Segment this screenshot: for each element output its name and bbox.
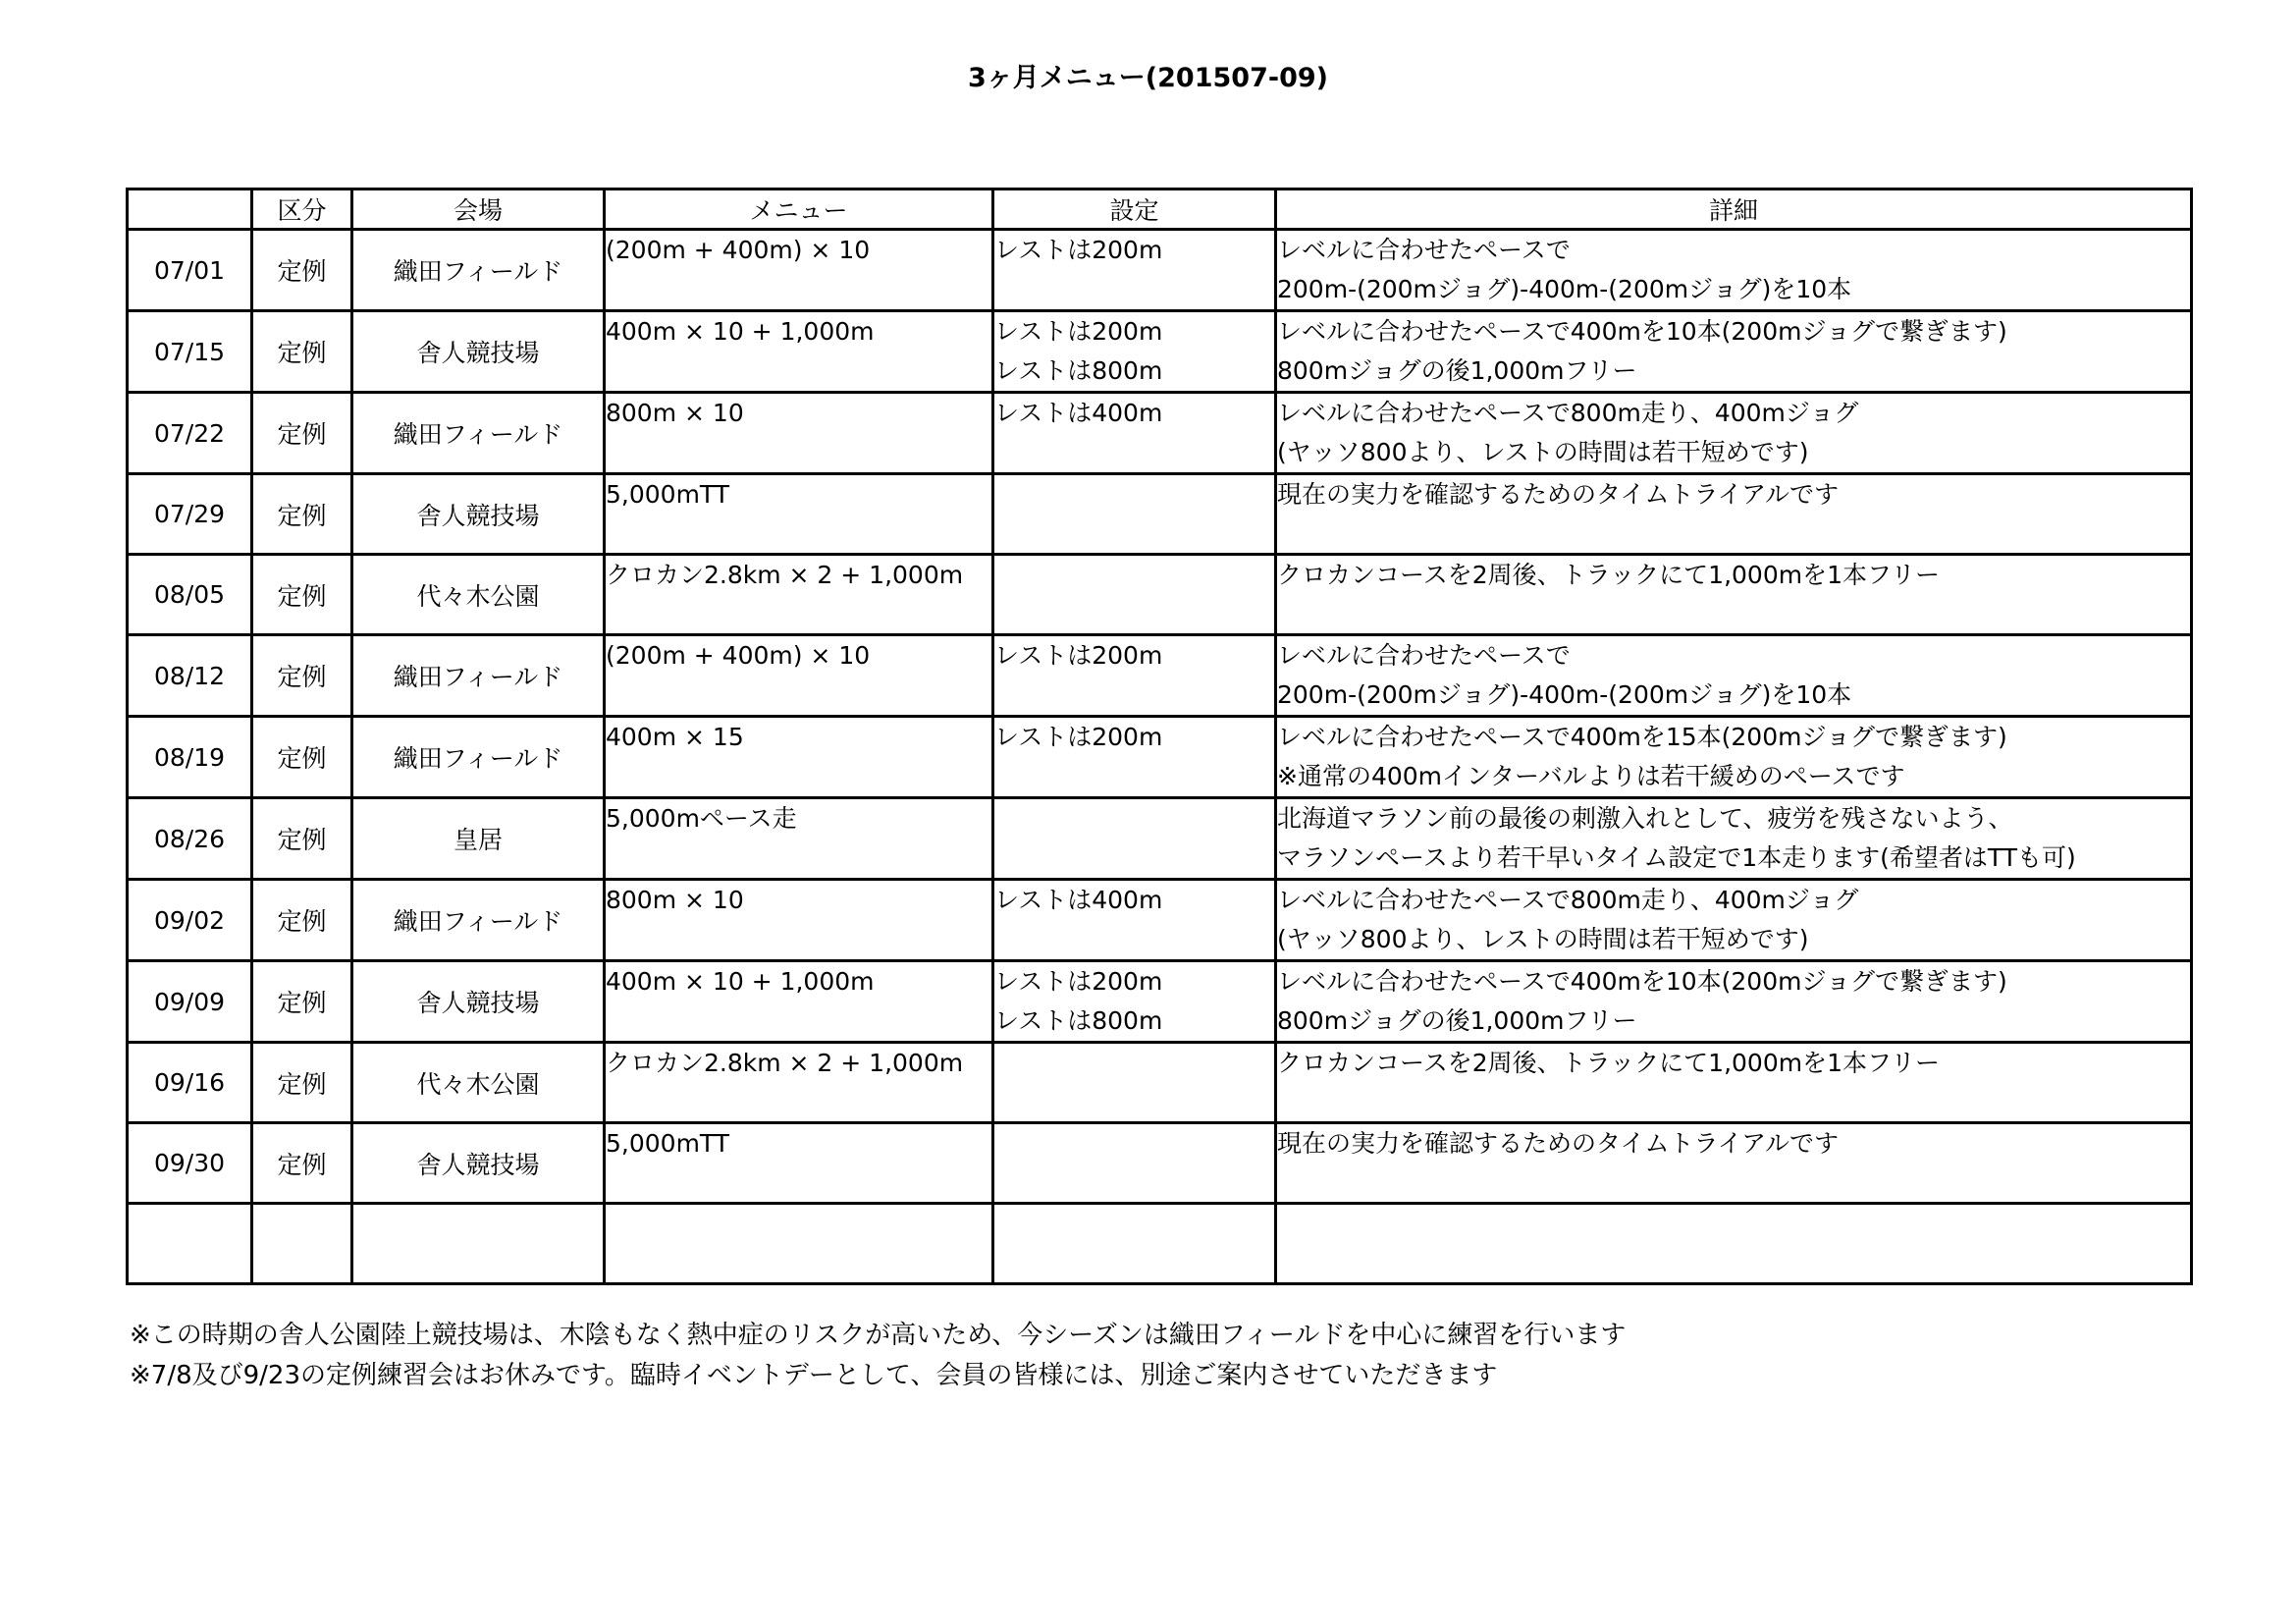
menu-cell-line: (200m + 400m) × 10 xyxy=(606,641,871,670)
menu-cell-line: クロカン2.8km × 2 + 1,000m xyxy=(606,1049,964,1077)
kubun-cell: 定例 xyxy=(252,961,352,1043)
detail-cell xyxy=(1276,1123,2192,1204)
detail-cell-line: 800mジョグの後1,000mフリー xyxy=(1277,1006,1637,1035)
menu-cell-line: クロカン2.8km × 2 + 1,000m xyxy=(606,561,964,589)
menu-cell xyxy=(605,311,993,393)
detail-cell-line: レベルに合わせたペースで xyxy=(1277,641,1571,670)
setting-cell-line: レストは200m xyxy=(994,236,1163,264)
venue-cell: 代々木公園 xyxy=(352,555,605,635)
detail-cell xyxy=(1276,230,2192,311)
date-cell: 09/16 xyxy=(128,1043,252,1123)
header-menu: メニュー xyxy=(605,189,993,230)
date-cell: 08/05 xyxy=(128,555,252,635)
kubun-cell: 定例 xyxy=(252,717,352,798)
setting-cell-line: レストは800m xyxy=(994,1006,1163,1035)
setting-cell xyxy=(993,635,1276,717)
header-kubun: 区分 xyxy=(252,189,352,230)
date-cell: 09/09 xyxy=(128,961,252,1043)
table-row xyxy=(128,635,2192,717)
menu-cell xyxy=(605,474,993,555)
detail-cell xyxy=(1276,961,2192,1043)
setting-cell-line: レストは200m xyxy=(994,723,1163,751)
date-cell: 09/02 xyxy=(128,880,252,961)
detail-cell xyxy=(1276,1204,2192,1284)
schedule-table xyxy=(126,188,2193,1285)
kubun-cell: 定例 xyxy=(252,1123,352,1204)
venue-cell xyxy=(352,1204,605,1284)
header-detail: 詳細 xyxy=(1276,189,2192,230)
detail-cell-line: レベルに合わせたペースで400mを15本(200mジョグで繋ぎます) xyxy=(1277,723,2007,751)
kubun-cell: 定例 xyxy=(252,474,352,555)
setting-cell xyxy=(993,798,1276,880)
setting-cell xyxy=(993,555,1276,635)
detail-cell xyxy=(1276,798,2192,880)
menu-cell xyxy=(605,555,993,635)
note-heat: ※この時期の舎人公園陸上競技場は、木陰もなく熱中症のリスクが高いため、今シーズンは織田フィールドを中心に練習を行います xyxy=(130,1321,1627,1350)
date-cell xyxy=(128,1204,252,1284)
venue-cell: 織田フィールド xyxy=(352,230,605,311)
notes xyxy=(130,1316,2191,1396)
kubun-cell: 定例 xyxy=(252,555,352,635)
table-row xyxy=(128,555,2192,635)
detail-cell-line: 800mジョグの後1,000mフリー xyxy=(1277,356,1637,385)
kubun-cell: 定例 xyxy=(252,798,352,880)
detail-cell-line: レベルに合わせたペースで800m走り、400mジョグ xyxy=(1277,886,1859,914)
detail-cell xyxy=(1276,474,2192,555)
table-row xyxy=(128,474,2192,555)
menu-cell-line: (200m + 400m) × 10 xyxy=(606,236,871,264)
kubun-cell: 定例 xyxy=(252,635,352,717)
kubun-cell: 定例 xyxy=(252,1043,352,1123)
menu-cell-line: 5,000mTT xyxy=(606,1129,730,1158)
menu-cell xyxy=(605,1123,993,1204)
setting-cell xyxy=(993,961,1276,1043)
table-row xyxy=(128,880,2192,961)
menu-cell xyxy=(605,1043,993,1123)
detail-cell-line: レベルに合わせたペースで400mを10本(200mジョグで繋ぎます) xyxy=(1277,967,2007,996)
venue-cell: 皇居 xyxy=(352,798,605,880)
setting-cell xyxy=(993,474,1276,555)
setting-cell-line: レストは200m xyxy=(994,641,1163,670)
venue-cell: 舎人競技場 xyxy=(352,1123,605,1204)
table-row xyxy=(128,1204,2192,1284)
date-cell: 08/12 xyxy=(128,635,252,717)
detail-cell-line: 北海道マラソン前の最後の刺激入れとして、疲労を残さないよう、 xyxy=(1277,804,2013,833)
menu-cell xyxy=(605,635,993,717)
date-cell: 08/26 xyxy=(128,798,252,880)
table-header-row xyxy=(128,189,2192,230)
date-cell: 09/30 xyxy=(128,1123,252,1204)
venue-cell: 織田フィールド xyxy=(352,717,605,798)
page-title: 3ヶ月メニュー(201507-09) xyxy=(968,63,1328,93)
detail-cell xyxy=(1276,311,2192,393)
setting-cell-line: レストは800m xyxy=(994,356,1163,385)
table-row xyxy=(128,230,2192,311)
detail-cell-line: マラソンペースより若干早いタイム設定で1本走ります(希望者はTTも可) xyxy=(1277,843,2076,872)
menu-cell-line: 400m × 10 + 1,000m xyxy=(606,967,875,996)
date-cell: 07/15 xyxy=(128,311,252,393)
detail-cell-line: 200m-(200mジョグ)-400m-(200mジョグ)を10本 xyxy=(1277,275,1852,303)
detail-cell-line: レベルに合わせたペースで xyxy=(1277,236,1571,264)
setting-cell xyxy=(993,717,1276,798)
table-row xyxy=(128,311,2192,393)
kubun-cell: 定例 xyxy=(252,393,352,474)
table-row xyxy=(128,1043,2192,1123)
menu-cell xyxy=(605,880,993,961)
detail-cell xyxy=(1276,635,2192,717)
setting-cell xyxy=(993,230,1276,311)
detail-cell-line: クロカンコースを2周後、トラックにて1,000mを1本フリー xyxy=(1277,561,1940,589)
table-row xyxy=(128,1123,2192,1204)
kubun-cell xyxy=(252,1204,352,1284)
detail-cell xyxy=(1276,555,2192,635)
menu-cell xyxy=(605,798,993,880)
table-row xyxy=(128,717,2192,798)
detail-cell-line: 現在の実力を確認するためのタイムトライアルです xyxy=(1277,480,1840,509)
detail-cell xyxy=(1276,717,2192,798)
menu-cell xyxy=(605,393,993,474)
venue-cell: 代々木公園 xyxy=(352,1043,605,1123)
setting-cell xyxy=(993,1043,1276,1123)
date-cell: 07/01 xyxy=(128,230,252,311)
table-row xyxy=(128,393,2192,474)
table-row xyxy=(128,961,2192,1043)
venue-cell: 織田フィールド xyxy=(352,393,605,474)
detail-cell-line: (ヤッソ800より、レストの時間は若干短めです) xyxy=(1277,925,1809,953)
detail-cell-line: ※通常の400mインターバルよりは若干緩めのペースです xyxy=(1277,762,1905,790)
menu-cell-line: 800m × 10 xyxy=(606,399,744,427)
detail-cell-line: 現在の実力を確認するためのタイムトライアルです xyxy=(1277,1129,1840,1158)
menu-cell-line: 400m × 15 xyxy=(606,723,744,751)
header-venue: 会場 xyxy=(352,189,605,230)
setting-cell-line: レストは400m xyxy=(994,886,1163,914)
setting-cell-line: レストは400m xyxy=(994,399,1163,427)
venue-cell: 舎人競技場 xyxy=(352,311,605,393)
menu-cell xyxy=(605,961,993,1043)
header-date xyxy=(128,189,252,230)
kubun-cell: 定例 xyxy=(252,311,352,393)
date-cell: 07/29 xyxy=(128,474,252,555)
date-cell: 08/19 xyxy=(128,717,252,798)
menu-cell-line: 5,000mTT xyxy=(606,480,730,509)
table-body xyxy=(128,230,2192,1284)
venue-cell: 舎人競技場 xyxy=(352,961,605,1043)
menu-cell xyxy=(605,1204,993,1284)
detail-cell-line: レベルに合わせたペースで400mを10本(200mジョグで繋ぎます) xyxy=(1277,317,2007,346)
menu-cell-line: 400m × 10 + 1,000m xyxy=(606,317,875,346)
setting-cell xyxy=(993,311,1276,393)
detail-cell xyxy=(1276,880,2192,961)
venue-cell: 織田フィールド xyxy=(352,635,605,717)
setting-cell xyxy=(993,880,1276,961)
detail-cell xyxy=(1276,393,2192,474)
header-setting: 設定 xyxy=(993,189,1276,230)
detail-cell-line: レベルに合わせたペースで800m走り、400mジョグ xyxy=(1277,399,1859,427)
menu-cell-line: 800m × 10 xyxy=(606,886,744,914)
setting-cell xyxy=(993,393,1276,474)
kubun-cell: 定例 xyxy=(252,230,352,311)
venue-cell: 織田フィールド xyxy=(352,880,605,961)
date-cell: 07/22 xyxy=(128,393,252,474)
setting-cell-line: レストは200m xyxy=(994,967,1163,996)
detail-cell xyxy=(1276,1043,2192,1123)
menu-cell xyxy=(605,230,993,311)
note-holiday: ※7/8及び9/23の定例練習会はお休みです。臨時イベントデーとして、会員の皆様には、別途ご案内させていただきます xyxy=(130,1361,1498,1390)
table-row xyxy=(128,798,2192,880)
detail-cell-line: 200m-(200mジョグ)-400m-(200mジョグ)を10本 xyxy=(1277,680,1852,709)
setting-cell xyxy=(993,1204,1276,1284)
venue-cell: 舎人競技場 xyxy=(352,474,605,555)
detail-cell-line: クロカンコースを2周後、トラックにて1,000mを1本フリー xyxy=(1277,1049,1940,1077)
menu-cell xyxy=(605,717,993,798)
setting-cell xyxy=(993,1123,1276,1204)
kubun-cell: 定例 xyxy=(252,880,352,961)
menu-cell-line: 5,000mペース走 xyxy=(606,804,797,833)
detail-cell-line: (ヤッソ800より、レストの時間は若干短めです) xyxy=(1277,438,1809,466)
setting-cell-line: レストは200m xyxy=(994,317,1163,346)
